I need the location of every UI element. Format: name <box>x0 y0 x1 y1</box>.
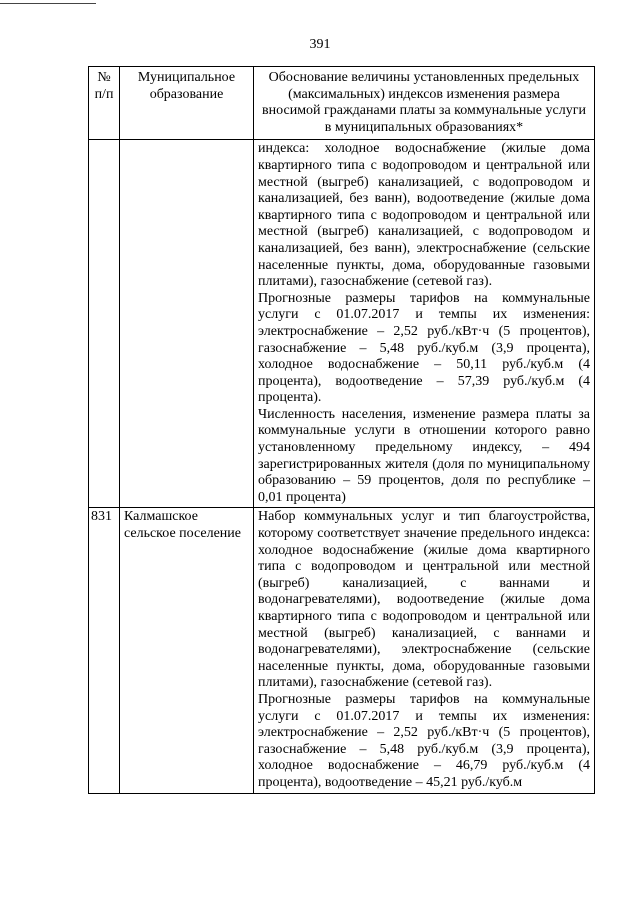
header-number: № п/п <box>89 67 120 140</box>
table-row <box>89 140 595 508</box>
page-number: 391 <box>309 37 331 52</box>
justification-paragraph: Прогнозные размеры тарифов на коммунальные услуги с 01.07.2017 и темпы их изменения: электроснабжение – 2,52 руб./кВт·ч (5 процентов), газоснабжение – 5,48 руб./куб.м (3,9 процента), холодное водоснабжение – 46,79 руб./куб.м (4 процента), водоотведение – 45,21 руб./куб.м <box>258 691 590 790</box>
header-municipality: Муниципальное образование <box>120 67 254 140</box>
row-municipality <box>120 140 254 508</box>
row-number <box>89 140 120 508</box>
top-rule <box>0 3 96 4</box>
row-municipality: Калмашское сельское поселение <box>120 508 254 793</box>
table-header-row <box>89 67 595 140</box>
row-justification <box>254 508 595 793</box>
tariff-table <box>88 66 595 794</box>
row-number: 831 <box>89 508 120 793</box>
header-justification: Обоснование величины установленных предельных (максимальных) индексов изменения размера вносимой гражданами платы за коммунальные услуги в муниципальных образованиях* <box>254 67 595 140</box>
justification-paragraph: индекса: холодное водоснабжение (жилые дома квартирного типа с водопроводом и центральной или местной (выгреб) канализацией, с водопроводом и канализацией, без ванн), водоотведение (жилые дома квартирного типа с водопроводом и центральной или местной (выгреб) канализацией, с водопроводом и канализацией, без ванн), электроснабжение (сельские населенные пункты, дома, оборудованные газовыми плитами), газоснабжение (сетевой газ). <box>258 141 590 290</box>
justification-paragraph: Численность населения, изменение размера платы за коммунальные услуги в отношении которого равно установленному предельному индексу, – 494 зарегистрированных жителя (доля по муниципальному образованию – 59 процентов, доля по республике – 0,01 процента) <box>258 406 590 505</box>
row-justification <box>254 140 595 508</box>
table-row <box>89 508 595 793</box>
justification-paragraph: Набор коммунальных услуг и тип благоустройства, которому соответствует значение предельного индекса: холодное водоснабжение (жилые дома квартирного типа с водопроводом и центральной или местной (выгреб) канализацией, с ваннами и водонагревателями), водоотведение (жилые дома квартирного типа с водопроводом и центральной или местной (выгреб) канализацией, с ваннами и водонагревателями), электроснабжение (сельские населенные пункты, дома, оборудованные газовыми плитами), газоснабжение (сетевой газ). <box>258 509 590 691</box>
justification-paragraph: Прогнозные размеры тарифов на коммунальные услуги с 01.07.2017 и темпы их изменения: электроснабжение – 2,52 руб./кВт·ч (5 процентов), газоснабжение – 5,48 руб./куб.м (3,9 процента), холодное водоснабжение – 50,11 руб./куб.м (4 процента), водоотведение – 57,39 руб./куб.м (4 процента). <box>258 290 590 406</box>
